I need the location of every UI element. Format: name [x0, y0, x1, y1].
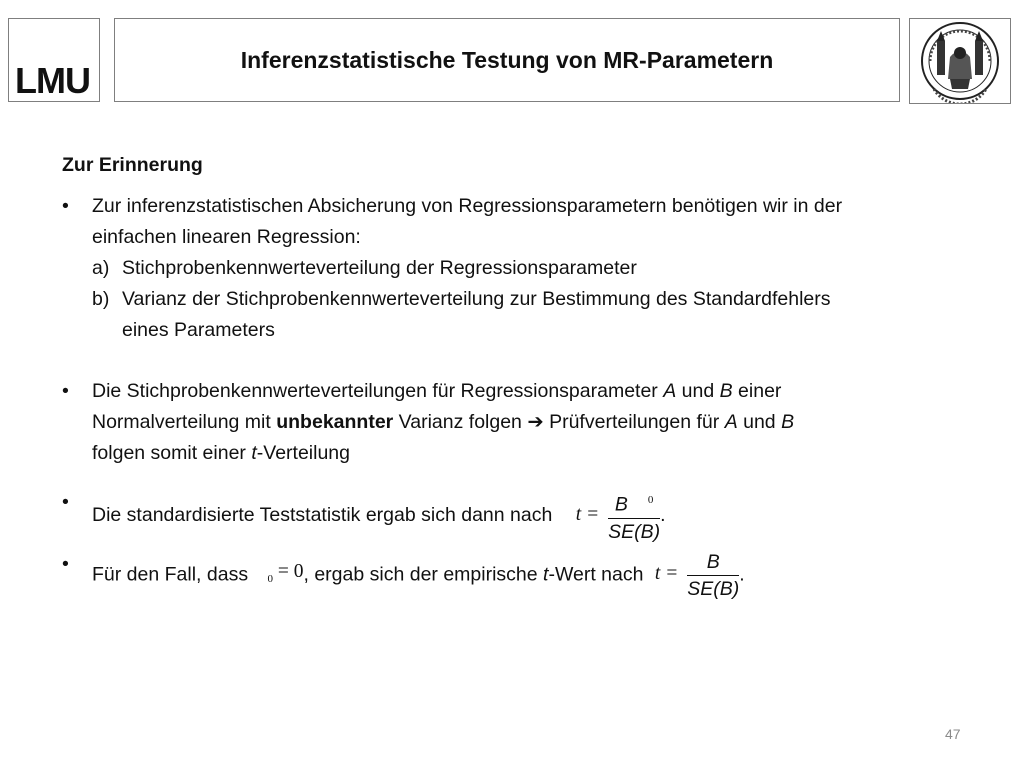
bullet-item-4	[62, 549, 1002, 602]
condition-value: = 0	[277, 560, 304, 582]
bullet2-text: Varianz folgen	[393, 411, 528, 433]
variable-b: B	[781, 411, 795, 433]
period: .	[660, 503, 666, 526]
formula-subscript: 0	[647, 494, 654, 506]
emphasis-unbekannter: unbekannter	[276, 411, 394, 433]
bullet4-text: Für den Fall, dass	[92, 563, 249, 586]
bullet2-text: Die Stichprobenkennwerteverteilungen für Regressionsparameter	[92, 380, 664, 402]
bullet-icon: •	[62, 552, 69, 575]
formula-t: t =	[654, 563, 679, 585]
period: .	[739, 563, 745, 586]
bullet-item-1	[62, 191, 1002, 253]
slide-content	[62, 150, 1002, 602]
formula-numerator: B	[687, 549, 739, 576]
sub-item-a-text: Stichprobenkennwerteverteilung der Regressionsparameter	[122, 257, 637, 279]
formula-numerator-b: B	[614, 493, 628, 516]
formula-numerator	[608, 487, 660, 519]
bullet-item-2	[62, 376, 1002, 469]
bullet2-text: Prüfverteilungen für	[543, 411, 725, 433]
formula-condition	[268, 556, 304, 595]
title-box	[114, 18, 900, 102]
sub-item-a-marker: a)	[92, 257, 110, 279]
bullet-icon: •	[62, 380, 69, 402]
bullet-item-3	[62, 487, 1002, 545]
formula-fraction	[687, 549, 739, 602]
bullet-icon: •	[62, 491, 69, 513]
bullet-icon: •	[62, 195, 69, 217]
formula-t: t =	[575, 504, 600, 526]
variable-b: B	[719, 380, 733, 402]
slide-title: Inferenzstatistische Testung von MR-Parametern	[240, 46, 774, 73]
seal-icon	[910, 19, 1010, 103]
bullet2-text: Normalverteilung mit	[92, 411, 277, 433]
variable-t: t	[251, 442, 257, 464]
sub-item-b-marker: b)	[92, 288, 110, 310]
sub-item-b-line2: eines Parameters	[122, 319, 275, 341]
bullet2-text: -Verteilung	[256, 442, 350, 464]
bullet2-text: einer	[732, 380, 782, 402]
variable-a: A	[724, 411, 738, 433]
page-number: 47	[945, 726, 961, 742]
condition-subscript: 0	[267, 572, 273, 585]
section-heading: Zur Erinnerung	[62, 154, 203, 176]
formula-teststatistik	[576, 487, 660, 545]
university-seal	[909, 18, 1011, 104]
bullet4-text: -Wert nach	[548, 563, 644, 586]
bullet4-text: , ergab sich der empirische	[303, 563, 544, 586]
variable-a: A	[663, 380, 677, 402]
bullet1-line2: einfachen linearen Regression:	[92, 226, 361, 248]
bullet3-text: Die standardisierte Teststatistik ergab sich dann nach	[92, 503, 553, 526]
bullet2-text: folgen somit einer	[92, 442, 252, 464]
formula-denominator: SE(B)	[687, 577, 740, 600]
bullet2-text: und	[676, 380, 720, 402]
sub-item-b	[62, 284, 1002, 346]
formula-empirisch	[655, 549, 739, 602]
lmu-logo: LMU	[15, 60, 90, 101]
formula-denominator: SE(B)	[608, 520, 661, 543]
arrow-right-icon: ➔	[527, 411, 544, 433]
sub-item-b-line1: Varianz der Stichprobenkennwerteverteilung zur Bestimmung des Standardfehlers	[122, 288, 831, 310]
bullet1-line1: Zur inferenzstatistischen Absicherung von Regressionsparametern benötigen wir in der	[92, 195, 843, 217]
formula-fraction	[608, 487, 660, 545]
sub-item-a	[62, 253, 1002, 284]
variable-t: t	[543, 563, 549, 586]
logo-box	[8, 18, 100, 102]
bullet2-text: und	[737, 411, 782, 433]
